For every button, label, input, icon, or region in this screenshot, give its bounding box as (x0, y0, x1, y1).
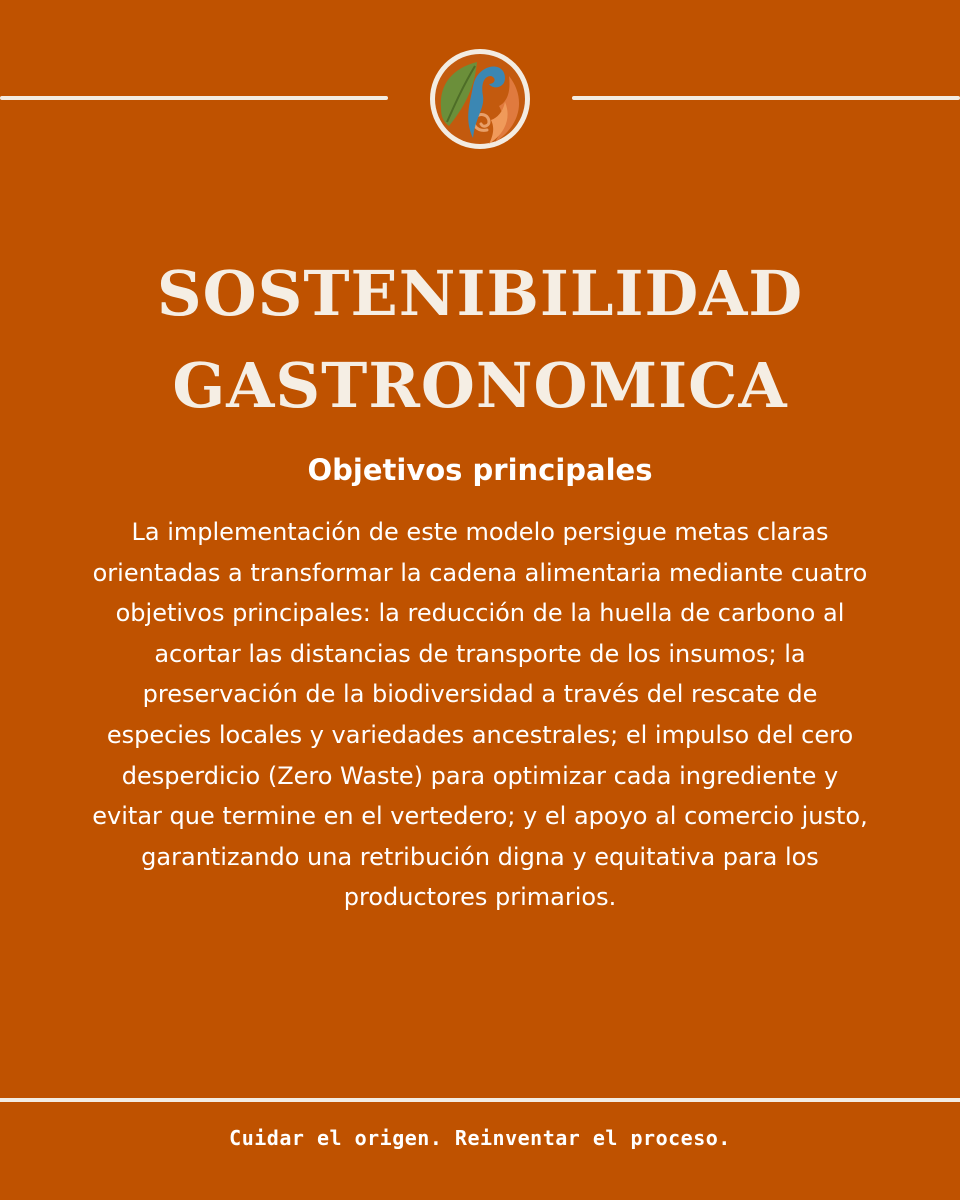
footer-rule (0, 1098, 960, 1102)
header-rule-right (572, 96, 960, 100)
title-line-1: SOSTENIBILIDAD (156, 257, 804, 330)
body-paragraph: La implementación de este modelo persigue metas claras orientadas a transformar la cadena alimentaria mediante cuatro objetivos principales: la reducción de la huella de carbono al acortar las distancias de transporte de los insumos; la preservación de la biodiversidad a través del rescate de especies locales y variedades ancestrales; el impulso del cero desperdicio (Zero Waste) para optimizar cada ingrediente y evitar que termine en el vertedero; y el apoyo al comercio justo, garantizando una retribución digna y equitativa para los productores primarios. (92, 518, 868, 912)
section-subtitle: Objetivos principales (307, 453, 653, 487)
leaf-water-fire-emblem-icon (425, 46, 535, 152)
title-line-2: GASTRONOMICA (172, 349, 788, 422)
footer-tagline: Cuidar el origen. Reinventar el proceso. (229, 1126, 731, 1150)
page-title (0, 248, 960, 432)
header-rule-left (0, 96, 388, 100)
